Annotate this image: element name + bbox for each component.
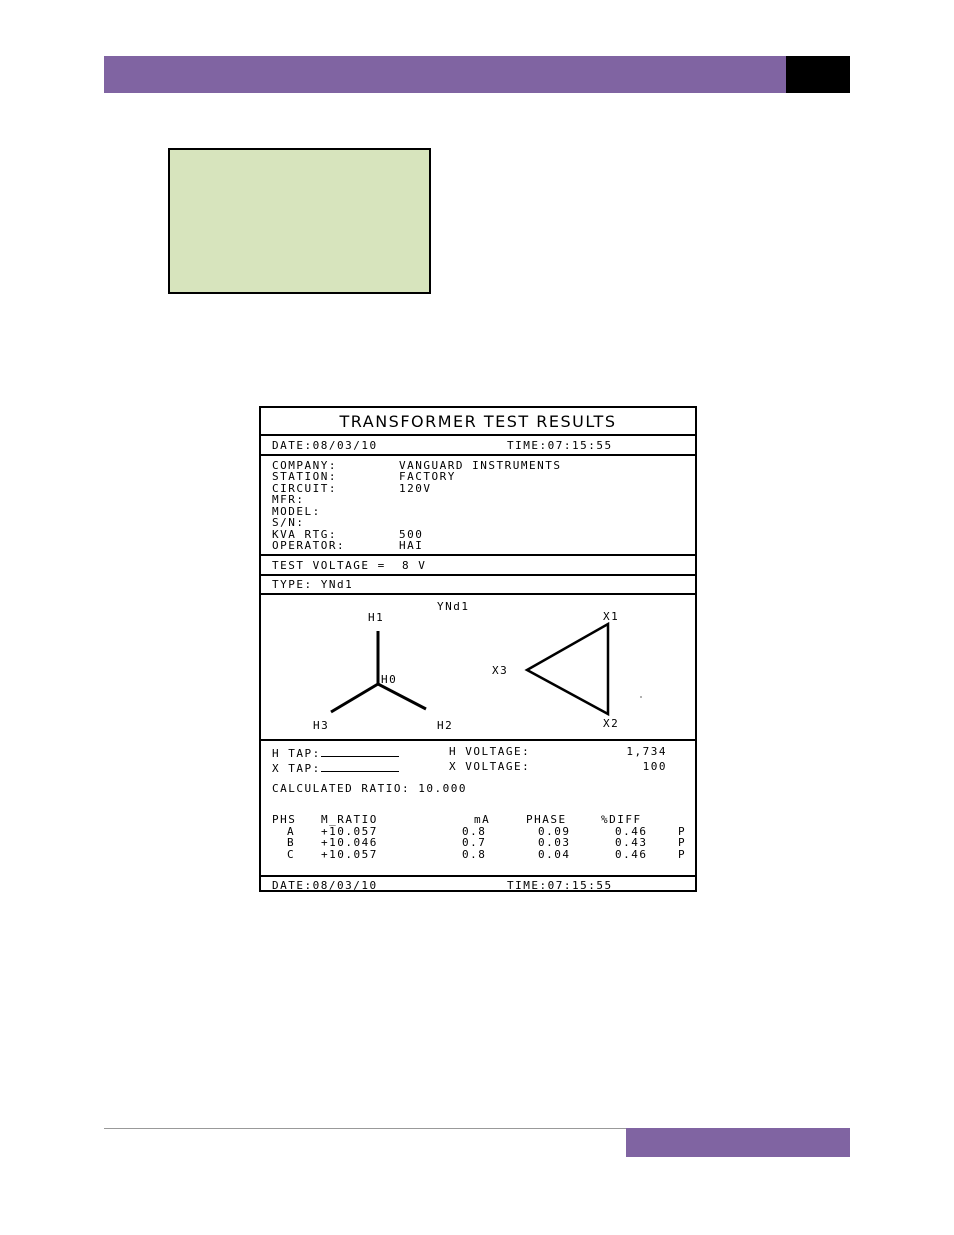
- info-label: COMPANY:: [272, 459, 337, 472]
- h-voltage-label: H VOLTAGE:: [449, 745, 531, 758]
- label-h1: H1: [368, 611, 385, 624]
- h-tap-row: [272, 746, 399, 759]
- info-value: HAI: [399, 539, 424, 552]
- table-header: %DIFF: [601, 813, 642, 826]
- h-tap-label: H TAP:: [272, 747, 321, 760]
- info-value: 500: [399, 528, 424, 541]
- cell-phase-deg: 0.09: [538, 825, 571, 838]
- cell-ratio: +10.046: [321, 836, 378, 849]
- info-label: STATION:: [272, 470, 337, 483]
- report-time: TIME:07:15:55: [507, 439, 613, 452]
- x-tap-blank: [321, 761, 399, 772]
- diagram-title: YNd1: [437, 600, 470, 613]
- info-label: CIRCUIT:: [272, 482, 337, 495]
- info-value: 120V: [399, 482, 432, 495]
- label-h0: H0: [381, 673, 398, 686]
- table-header: PHS: [272, 813, 297, 826]
- page-footer-bar: [626, 1128, 850, 1157]
- h2-phasor: [378, 684, 426, 709]
- report-date: DATE:08/03/10: [272, 439, 378, 452]
- h3-phasor: [331, 684, 378, 712]
- x-voltage-value: 100: [642, 760, 667, 773]
- cell-ma: 0.8: [462, 848, 487, 861]
- cell-ratio: +10.057: [321, 825, 378, 838]
- cell-ma: 0.8: [462, 825, 487, 838]
- winding-vector-diagram: [261, 594, 695, 740]
- cell-pass: P: [678, 836, 687, 849]
- h-tap-blank: [321, 746, 399, 757]
- print-speck: [640, 696, 642, 698]
- page-header-bar: [104, 56, 786, 93]
- report-title: TRANSFORMER TEST RESULTS: [339, 412, 617, 431]
- test-results-printout: [259, 406, 697, 892]
- footer-date: DATE:08/03/10: [272, 879, 378, 892]
- wye-winding-diagram: [331, 631, 426, 712]
- cell-diff: 0.43: [615, 836, 648, 849]
- cell-diff: 0.46: [615, 848, 648, 861]
- info-label: OPERATOR:: [272, 539, 346, 552]
- page-number-block: [786, 56, 850, 93]
- info-label: KVA RTG:: [272, 528, 337, 541]
- lcd-screen-panel: [168, 148, 431, 294]
- divider: [261, 875, 695, 877]
- label-h2: H2: [437, 719, 454, 732]
- calculated-ratio: CALCULATED RATIO: 10.000: [272, 782, 467, 795]
- info-label: MFR:: [272, 493, 305, 506]
- transformer-type: TYPE: YNd1: [272, 578, 354, 591]
- label-x2: X2: [603, 717, 620, 730]
- label-x1: X1: [603, 610, 620, 623]
- test-voltage: TEST VOLTAGE = 8 V: [272, 559, 427, 572]
- cell-ma: 0.7: [462, 836, 487, 849]
- cell-phase-deg: 0.03: [538, 836, 571, 849]
- cell-phase-deg: 0.04: [538, 848, 571, 861]
- label-h3: H3: [313, 719, 330, 732]
- x-voltage-label: X VOLTAGE:: [449, 760, 531, 773]
- divider: [261, 574, 695, 576]
- page-footer-rule: [104, 1128, 626, 1129]
- delta-winding-diagram: [527, 624, 608, 714]
- cell-phase: C: [287, 848, 296, 861]
- cell-phase: A: [287, 825, 296, 838]
- cell-phase: B: [287, 836, 296, 849]
- info-value: FACTORY: [399, 470, 456, 483]
- label-x3: X3: [492, 664, 509, 677]
- info-label: MODEL:: [272, 505, 321, 518]
- table-header: mA: [474, 813, 491, 826]
- cell-pass: P: [678, 848, 687, 861]
- h-voltage-value: 1,734: [626, 745, 667, 758]
- divider: [261, 739, 695, 741]
- footer-time: TIME:07:15:55: [507, 879, 613, 892]
- x-tap-row: [272, 761, 399, 774]
- delta-triangle: [527, 624, 608, 714]
- divider: [261, 454, 695, 456]
- info-value: VANGUARD INSTRUMENTS: [399, 459, 562, 472]
- cell-ratio: +10.057: [321, 848, 378, 861]
- table-header: PHASE: [526, 813, 567, 826]
- cell-pass: P: [678, 825, 687, 838]
- cell-diff: 0.46: [615, 825, 648, 838]
- x-tap-label: X TAP:: [272, 762, 321, 775]
- divider: [261, 554, 695, 556]
- table-header: M_RATIO: [321, 813, 378, 826]
- divider: [261, 434, 695, 436]
- info-label: S/N:: [272, 516, 305, 529]
